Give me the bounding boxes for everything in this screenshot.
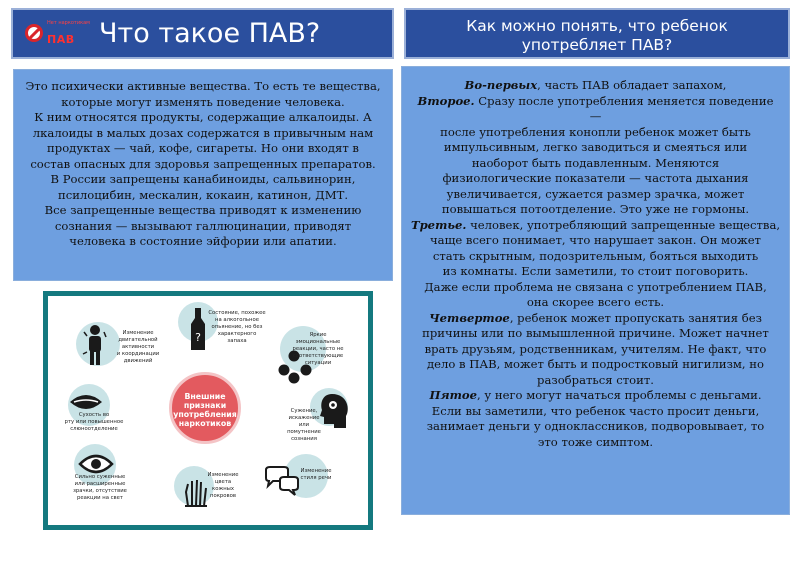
text-line: после употребления конопли ребенок может быть bbox=[440, 124, 751, 139]
lead-word: Во-первых bbox=[464, 78, 538, 92]
text-line: наоборот быть подавленным. Меняются bbox=[471, 155, 720, 170]
header-banner-right bbox=[404, 8, 790, 59]
text-line: из комнаты. Если заметили, то стоит поговорить. bbox=[442, 264, 749, 278]
text-line: врать друзьям, родственникам, учителям. Не факт, что bbox=[424, 341, 767, 356]
center-label: признаки bbox=[183, 401, 227, 410]
header-banner-left bbox=[11, 8, 394, 59]
page-title-right bbox=[406, 17, 788, 55]
center-circle bbox=[169, 372, 241, 444]
text-line: псилоцибин, мескалин, кокаин, катинон, ДМТ. bbox=[57, 187, 349, 202]
speech-bubbles-icon bbox=[264, 466, 300, 496]
text-line: Второе. Сразу после употребления меняется поведение — bbox=[417, 93, 774, 123]
eye-icon bbox=[78, 454, 114, 474]
text-line: сознания — вызывают галлюцинации, приводят bbox=[54, 218, 352, 233]
text-line: Четвертое, ребенок может пропускать занятия без bbox=[429, 310, 762, 325]
text-line: увеличивается, сужается размер зрачка, может bbox=[446, 186, 745, 201]
definition-panel bbox=[13, 69, 393, 281]
person-icon bbox=[82, 324, 108, 368]
text-line: которые могут изменять поведение человека. bbox=[61, 94, 345, 109]
center-label: Внешние bbox=[184, 392, 226, 401]
caption-consciousness: Сужение, искажение или помутнение сознания bbox=[287, 408, 321, 442]
caption-emotion: Яркие эмоциональные реакции, часто не соответствующие ситуации bbox=[292, 332, 344, 366]
lead-word: Четвертое bbox=[429, 310, 510, 325]
text-line: К ним относятся продукты, содержащие алкалоиды. А bbox=[34, 110, 372, 124]
text-line: стать скрытным, подозрительным, бояться выходить bbox=[432, 248, 759, 263]
lips-icon bbox=[68, 392, 104, 414]
text-line: повышаться потоотделение. Это уже не гормоны. bbox=[441, 202, 750, 216]
lead-word: Второе. bbox=[417, 93, 475, 108]
text-line: В России запрещены канабиноиды, сальвинорин, bbox=[50, 172, 356, 186]
bottle-icon bbox=[188, 308, 208, 350]
caption-mouth: Сухость во рту или повышенное слюноотделение bbox=[64, 412, 124, 432]
text-line: продуктах — чай, кофе, сигареты. Но они входят в bbox=[47, 141, 359, 155]
text-line: Если вы заметили, что ребенок часто просит деньги, bbox=[431, 403, 760, 418]
center-label: наркотиков bbox=[178, 419, 232, 428]
text-line: лкалоиды в малых дозах содержатся в привычным нам bbox=[32, 125, 374, 140]
text-line: Это психически активные вещества. То есть те вещества, bbox=[25, 79, 381, 93]
text-line: чаще всего понимает, что нарушает закон. Он может bbox=[430, 233, 761, 247]
page-title-left: Что такое ПАВ? bbox=[99, 18, 321, 49]
text-line: человека в состояние эйфории или апатии. bbox=[69, 234, 337, 248]
text-line: Все запрещенные вещества приводят к изменению bbox=[44, 203, 362, 217]
text-line: физиологические показатели — частота дыхания bbox=[442, 171, 749, 185]
infographic bbox=[43, 291, 373, 530]
signs-panel bbox=[401, 66, 790, 515]
text-line: Даже если проблема не связана с употреблением ПАВ, bbox=[424, 279, 767, 294]
text-line: состав опасных для здоровья запрещенных препаратов. bbox=[30, 156, 376, 171]
text-line: занимает деньги у одноклассников, подворовывает, то bbox=[426, 419, 765, 433]
text-line: импульсивным, легко заводиться и смеяться или bbox=[443, 140, 748, 154]
text-line: разобраться стоит. bbox=[537, 372, 654, 387]
logo-text: ПАВ bbox=[47, 33, 75, 46]
text-line: Пятое, у него могут начаться проблемы с деньгами. bbox=[429, 388, 762, 402]
center-label: употребления bbox=[173, 410, 237, 419]
lead-word: Третье. bbox=[410, 217, 467, 232]
lead-word: Пятое bbox=[429, 388, 477, 402]
text-line: причины или по вымышленной причине. Может начнет bbox=[422, 326, 769, 340]
caption-skin: Изменение цвета кожных покровов bbox=[207, 472, 239, 499]
text-line: она скорее всего есть. bbox=[526, 295, 665, 309]
title-line: употребляет ПАВ? bbox=[521, 36, 673, 54]
title-line: Как можно понять, что ребенок bbox=[466, 17, 728, 35]
text-line: Во-первых, часть ПАВ обладает запахом, bbox=[464, 78, 727, 92]
no-drugs-logo bbox=[23, 20, 90, 50]
text-line: дело в ПАВ, может быть и подростковый нигилизм, но bbox=[427, 357, 764, 371]
text-line: Третье. человек, употребляющий запрещенные вещества, bbox=[410, 217, 781, 232]
caption-pupils: Сильно суженные или расширенные зрачки, отсутствие реакции на свет bbox=[73, 474, 127, 501]
caption-motor: Изменение двигательной активности и координации движений bbox=[116, 330, 160, 364]
caption-smell: Состояние, похожее на алкогольное опьянение, но без характерного запаха bbox=[208, 310, 266, 344]
svg-text:?: ? bbox=[195, 331, 201, 344]
prohibition-icon bbox=[25, 24, 43, 42]
text-line: это тоже симптом. bbox=[537, 434, 654, 449]
logo-small-text: Нет наркотикам bbox=[47, 20, 90, 26]
caption-speech: Изменение стиля речи bbox=[300, 468, 332, 481]
